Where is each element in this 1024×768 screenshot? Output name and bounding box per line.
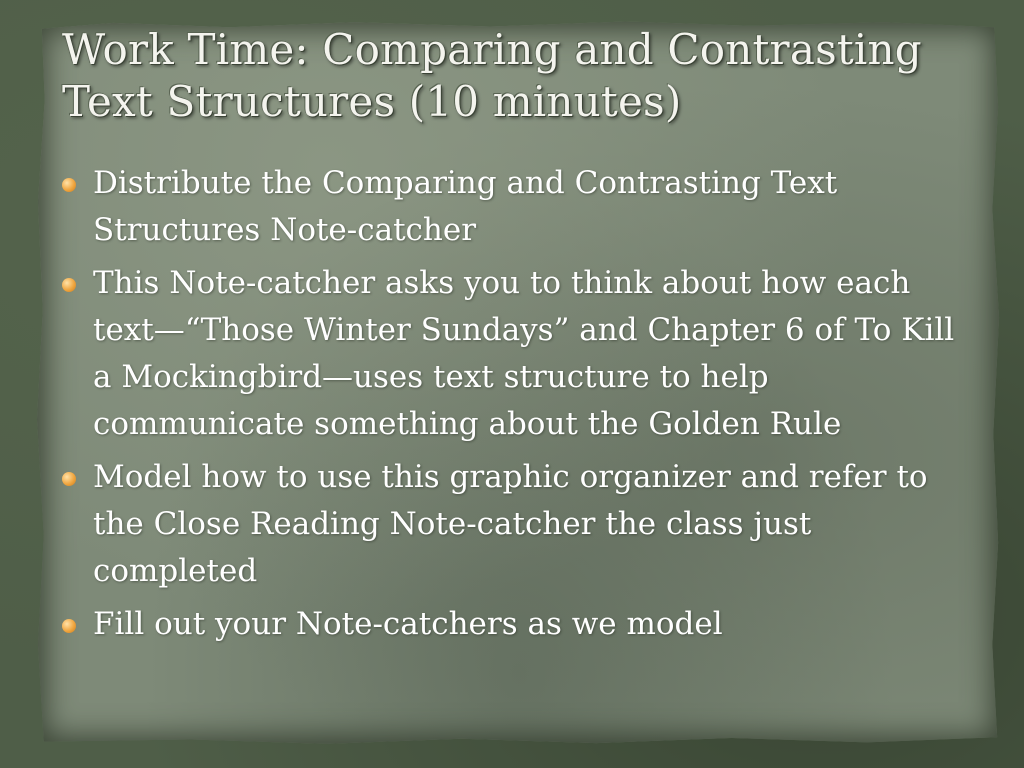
bullet-item [60, 260, 960, 448]
bullet-item [60, 454, 960, 595]
bullet-text: Distribute the Comparing and Contrasting Text Structures Note-catcher [93, 165, 838, 248]
bullet-icon [62, 619, 76, 633]
bullet-text: Fill out your Note-catchers as we model [93, 606, 723, 642]
bullet-item [60, 160, 960, 254]
bullet-icon [62, 472, 76, 486]
slide-title [62, 24, 982, 128]
bullet-text: This Note-catcher asks you to think about how each text—“Those Winter Sundays” and Chapter 6 of To Kill a Mockingbird—uses text structure to help communicate something about the Golden Rule [93, 265, 955, 442]
bullet-item [60, 601, 960, 648]
slide-title-line-2: Text Structures (10 minutes) [62, 77, 682, 126]
bullet-list [60, 160, 960, 654]
bullet-text: Model how to use this graphic organizer and refer to the Close Reading Note-catcher the class just completed [93, 459, 928, 589]
slide-title-line-1: Work Time: Comparing and Contrasting [62, 25, 922, 74]
bullet-icon [62, 178, 76, 192]
bullet-icon [62, 278, 76, 292]
